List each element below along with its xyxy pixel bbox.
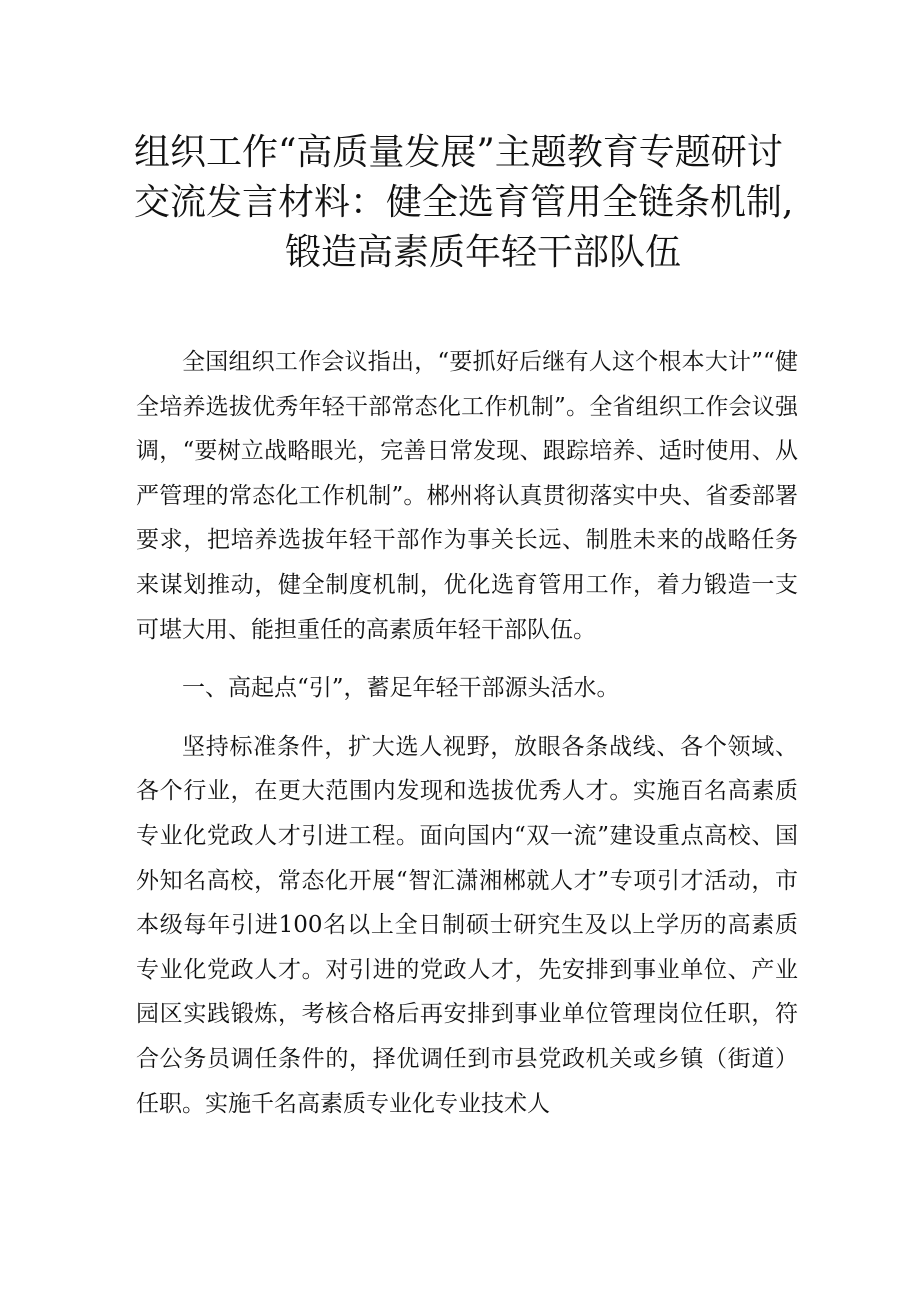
title-line-3: 锻造高素质年轻干部队伍 <box>285 232 682 273</box>
title-line-1: 组织工作“高质量发展”主题教育专题研讨 <box>134 132 783 173</box>
title-line-2: 交流发言材料：健全选育管用全链条机制, <box>134 182 794 223</box>
section-heading-1: 一、高起点“引”，蓄足年轻干部源头活水。 <box>182 675 620 702</box>
paragraph-intro: 全国组织工作会议指出，“要抓好后继有人这个根本大计”“健全培养选拔优秀年轻干部常态化工作机制”。全省组织工作会议强调，“要树立战略眼光，完善日常发现、跟踪培养、适时使用、从严管理的常态化工作机制”。郴州将认真贯彻落实中央、省委部署要求，把培养选拔年轻干部作为事关长远、制胜未来的战略任务来谋划推动，健全制度机制，优化选育管用工作，着力锻造一支可堪大用、能担重任的高素质年轻干部队伍。 <box>136 349 798 643</box>
document-body <box>136 340 798 1126</box>
document-title <box>120 128 800 278</box>
paragraph-section-1: 坚持标准条件，扩大选人视野，放眼各条战线、各个领域、各个行业，在更大范围内发现和选拔优秀人才。实施百名高素质专业化党政人才引进工程。面向国内“双一流”建设重点高校、国外知名高校，常态化开展“智汇潇湘郴就人才”专项引才活动，市本级每年引进100名以上全日制硕士研究生及以上学历的高素质专业化党政人才。对引进的党政人才，先安排到事业单位、产业园区实践锻炼，考核合格后再安排到事业单位管理岗位任职，符合公务员调任条件的，择优调任到市县党政机关或乡镇（街道）任职。实施千名高素质专业化专业技术人 <box>136 733 798 1117</box>
